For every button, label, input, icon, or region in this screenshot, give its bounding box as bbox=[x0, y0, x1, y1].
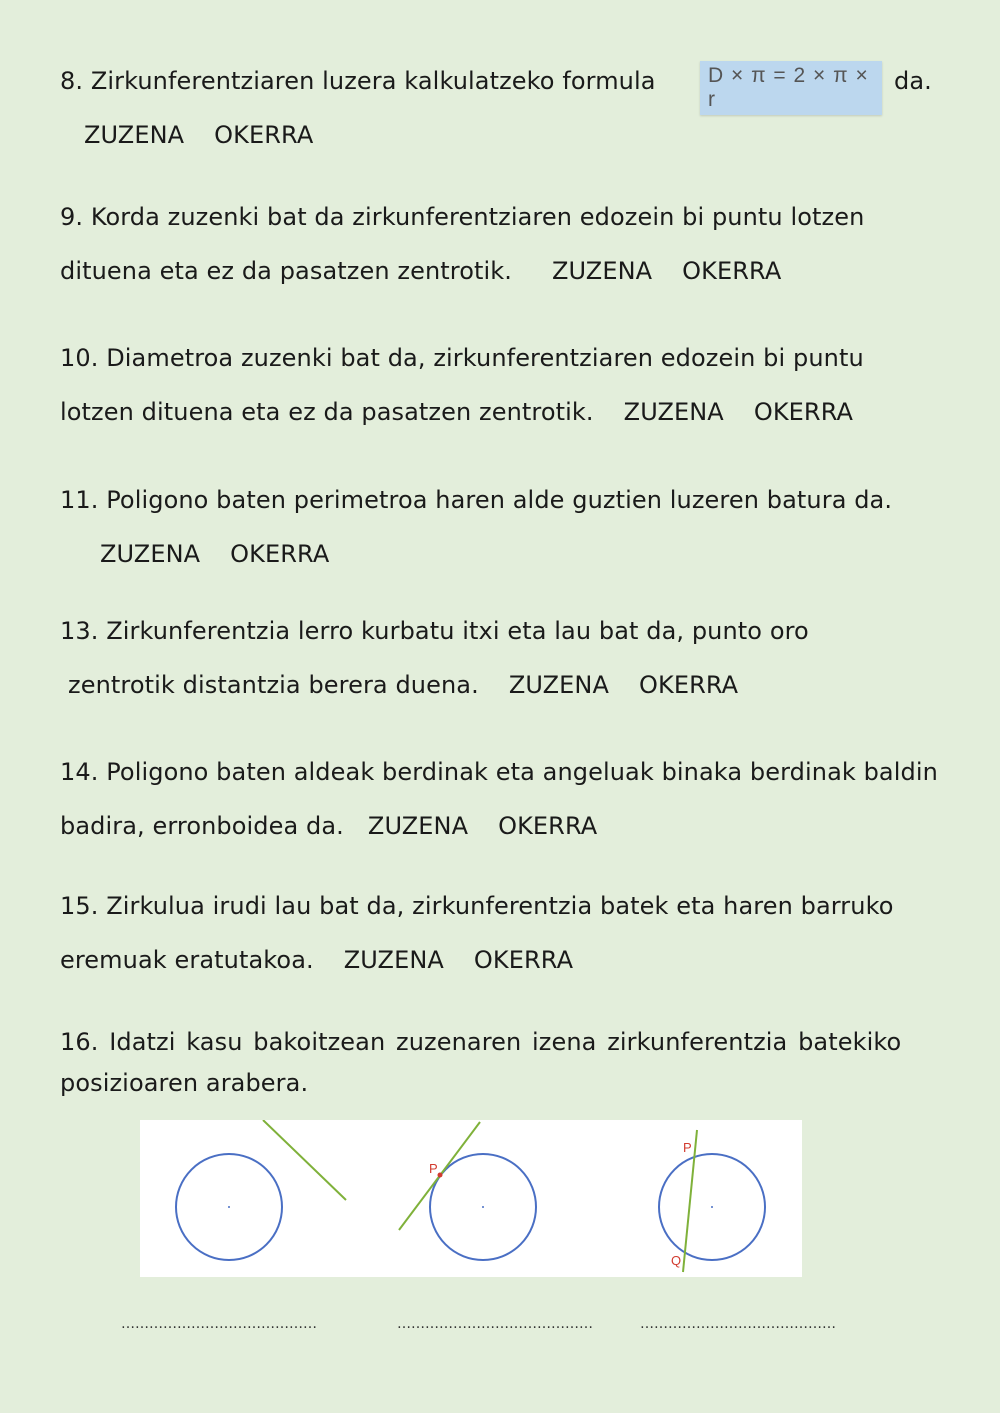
q8-wrong-option[interactable]: OKERRA bbox=[214, 121, 314, 149]
q10-wrong-option[interactable]: OKERRA bbox=[753, 398, 854, 426]
center-exterior bbox=[228, 1206, 230, 1208]
tangent-point-label: P bbox=[429, 1161, 438, 1176]
q15-line2: eremuak eratutakoa. ZUZENA OKERRA bbox=[60, 946, 574, 974]
q15-line1: 15. Zirkulua irudi lau bat da, zirkunferentzia batek eta haren barruko bbox=[60, 892, 894, 920]
q8-correct-option[interactable]: ZUZENA bbox=[84, 121, 185, 149]
q16-line2: posizioaren arabera. bbox=[60, 1069, 309, 1097]
q11-options bbox=[70, 539, 329, 569]
q16-line1: 16. Idatzi kasu bakoitzean zuzenaren izena zirkunferentzia batekiko bbox=[60, 1028, 902, 1056]
q11-wrong-option[interactable]: OKERRA bbox=[230, 540, 330, 568]
q13-correct-option[interactable]: ZUZENA bbox=[508, 671, 609, 699]
q10-correct-option[interactable]: ZUZENA bbox=[623, 398, 724, 426]
exterior-line bbox=[263, 1120, 346, 1200]
q13-line1: 13. Zirkunferentzia lerro kurbatu itxi eta lau bat da, punto oro bbox=[60, 617, 809, 645]
circle-line-positions-figure bbox=[140, 1120, 802, 1277]
q8-suffix: da. bbox=[894, 67, 932, 95]
q9-correct-option[interactable]: ZUZENA bbox=[552, 257, 653, 285]
q14-wrong-option[interactable]: OKERRA bbox=[498, 812, 598, 840]
q10-line1: 10. Diametroa zuzenki bat da, zirkunferentziaren edozein bi puntu bbox=[60, 344, 864, 372]
figure-svg bbox=[140, 1120, 802, 1277]
formula-image: D × π = 2 × π × r bbox=[700, 61, 882, 115]
tangent-point bbox=[438, 1173, 443, 1178]
answer-blank-1[interactable]: …………………………………… bbox=[121, 1316, 317, 1332]
center-tangent bbox=[482, 1206, 484, 1208]
q13-line2: zentrotik distantzia berera duena. ZUZENA OKERRA bbox=[68, 671, 739, 699]
center-secant bbox=[711, 1206, 713, 1208]
q9-line2: dituena eta ez da pasatzen zentrotik. ZUZENA OKERRA bbox=[60, 257, 782, 285]
q14-line2: badira, erronboidea da. ZUZENA OKERRA bbox=[60, 812, 598, 840]
q10-line2: lotzen dituena eta ez da pasatzen zentrotik. ZUZENA OKERRA bbox=[60, 398, 854, 426]
q13-wrong-option[interactable]: OKERRA bbox=[639, 671, 739, 699]
secant-point-q-label: Q bbox=[671, 1253, 682, 1268]
q15-wrong-option[interactable]: OKERRA bbox=[473, 946, 574, 974]
q8-options bbox=[54, 120, 313, 150]
q14-line1: 14. Poligono baten aldeak berdinak eta angeluak binaka berdinak baldin bbox=[60, 758, 938, 786]
secant-point-p-label: P bbox=[683, 1140, 692, 1155]
q14-correct-option[interactable]: ZUZENA bbox=[367, 812, 469, 840]
q11-line1: 11. Poligono baten perimetroa haren alde guztien luzeren batura da. bbox=[60, 486, 893, 514]
q15-correct-option[interactable]: ZUZENA bbox=[343, 946, 444, 974]
q11-correct-option[interactable]: ZUZENA bbox=[100, 540, 201, 568]
answer-blank-3[interactable]: …………………………………… bbox=[640, 1316, 836, 1332]
q9-line1: 9. Korda zuzenki bat da zirkunferentziaren edozein bi puntu lotzen bbox=[60, 203, 865, 231]
q8-text: 8. Zirkunferentziaren luzera kalkulatzeko formula bbox=[60, 67, 656, 95]
q9-wrong-option[interactable]: OKERRA bbox=[682, 257, 782, 285]
answer-blank-2[interactable]: …………………………………… bbox=[397, 1316, 593, 1332]
